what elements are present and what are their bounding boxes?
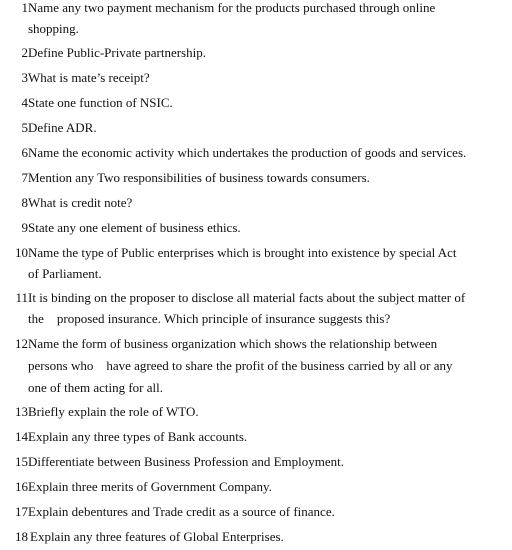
question-number: 15 xyxy=(15,454,28,469)
question-number: 12 xyxy=(15,336,28,351)
question-text: shopping. xyxy=(28,21,79,36)
question-text: State any one element of business ethics. xyxy=(28,220,241,235)
question-11 xyxy=(0,288,512,308)
question-text: State one function of NSIC. xyxy=(28,95,173,110)
question-15 xyxy=(0,452,512,472)
question-11-continuation xyxy=(0,309,512,329)
question-number: 4 xyxy=(21,95,28,110)
question-text: Name the form of business organization which shows the relationship between xyxy=(28,336,438,351)
question-text: Briefly explain the role of WTO. xyxy=(28,404,199,419)
question-5 xyxy=(0,118,512,138)
question-2 xyxy=(0,43,512,63)
question-3 xyxy=(0,68,512,88)
question-number: 11 xyxy=(15,290,28,305)
question-number: 10 xyxy=(15,245,28,260)
question-number: 3 xyxy=(21,70,28,85)
question-number: 17 xyxy=(15,504,28,519)
question-number: 16 xyxy=(15,479,28,494)
question-number: 14 xyxy=(15,429,28,444)
question-number: 18 xyxy=(15,529,28,544)
question-text: It is binding on the proposer to disclose all material facts about the subject matter of xyxy=(28,290,466,305)
question-text: Explain any three features of Global Enterprises. xyxy=(30,529,284,544)
question-number: 2 xyxy=(21,45,28,60)
question-number: 7 xyxy=(21,170,28,185)
question-text: Name any two payment mechanism for the products purchased through online xyxy=(28,0,436,15)
question-text: Explain debentures and Trade credit as a source of finance. xyxy=(28,504,335,519)
question-text: Name the type of Public enterprises which is brought into existence by special Act xyxy=(28,245,457,260)
question-14 xyxy=(0,427,512,447)
question-18 xyxy=(0,527,512,547)
question-number: 8 xyxy=(21,195,28,210)
question-text: Name the economic activity which undertakes the production of goods and services. xyxy=(28,145,467,160)
question-text: persons who have agreed to share the profit of the business carried by all or any xyxy=(28,358,453,373)
question-12 xyxy=(0,334,512,354)
question-text: Explain three merits of Government Company. xyxy=(28,479,272,494)
question-number: 5 xyxy=(21,120,28,135)
question-text: Define ADR. xyxy=(28,120,97,135)
question-text: Define Public-Private partnership. xyxy=(28,45,206,60)
question-number: 13 xyxy=(15,404,28,419)
question-8 xyxy=(0,193,512,213)
question-17 xyxy=(0,502,512,522)
question-text: of Parliament. xyxy=(28,266,102,281)
question-text: What is credit note? xyxy=(28,195,133,210)
question-text: the proposed insurance. Which principle of insurance suggests this? xyxy=(28,311,391,326)
question-9 xyxy=(0,218,512,238)
question-7 xyxy=(0,168,512,188)
question-12-continuation xyxy=(0,378,512,398)
question-13 xyxy=(0,402,512,422)
question-1 xyxy=(0,0,512,18)
question-1-continuation xyxy=(0,19,512,39)
question-text: Explain any three types of Bank accounts. xyxy=(28,429,248,444)
question-10 xyxy=(0,243,512,263)
question-number: 1 xyxy=(21,0,28,15)
question-10-continuation xyxy=(0,264,512,284)
question-number: 9 xyxy=(21,220,28,235)
question-text: Mention any Two responsibilities of business towards consumers. xyxy=(28,170,370,185)
question-text: What is mate’s receipt? xyxy=(28,70,150,85)
question-16 xyxy=(0,477,512,497)
question-4 xyxy=(0,93,512,113)
question-text: Differentiate between Business Profession and Employment. xyxy=(28,454,345,469)
question-12-continuation xyxy=(0,356,512,376)
question-6 xyxy=(0,143,512,163)
question-text: one of them acting for all. xyxy=(28,380,164,395)
question-number: 6 xyxy=(21,145,28,160)
